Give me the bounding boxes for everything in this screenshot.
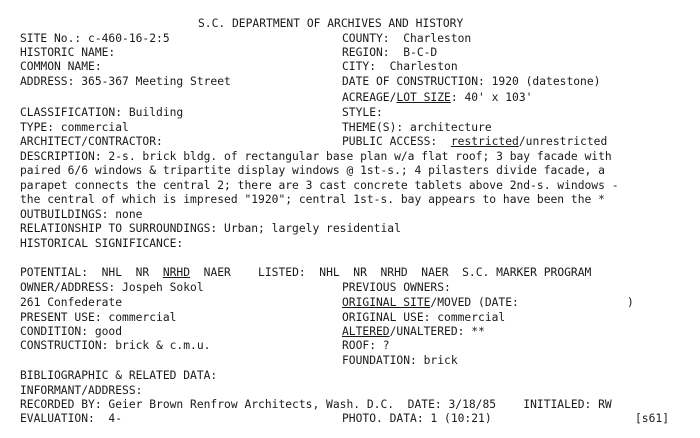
common-name: COMMON NAME: — [20, 60, 102, 73]
relationship-to-surroundings: RELATIONSHIP TO SURROUNDINGS: Urban; largely residential — [20, 222, 401, 235]
acreage-label: ACREAGE/ — [342, 91, 397, 104]
original-use: ORIGINAL USE: commercial — [342, 311, 506, 324]
present-use: PRESENT USE: commercial — [20, 311, 177, 324]
address: ADDRESS: 365-367 Meeting Street — [20, 75, 231, 88]
foundation: FOUNDATION: brick — [342, 354, 458, 367]
moved-date-close: ) — [627, 296, 634, 309]
altered-label: ALTERED — [342, 325, 390, 338]
unaltered-label: /UNALTERED: ** — [389, 325, 485, 338]
potential-label: POTENTIAL: NHL NR — [20, 266, 163, 279]
description-line: paired 6/6 windows & tripartite display windows @ 1st-s.; 4 pilasters divide facade, a — [20, 164, 605, 177]
classification: CLASSIFICATION: Building — [20, 106, 184, 119]
photo-data: PHOTO. DATA: 1 (10:21) — [342, 412, 492, 425]
roof: ROOF: ? — [342, 339, 390, 352]
potential-listed-row — [20, 266, 591, 280]
acreage-lot-size — [342, 91, 532, 105]
moved-date-label: /MOVED (DATE: — [430, 296, 519, 309]
public-access — [342, 135, 607, 149]
lot-size-value: : 40' x 103' — [450, 91, 533, 104]
type: TYPE: commercial — [20, 121, 129, 134]
style: STYLE: — [342, 106, 383, 119]
bibliographic-data: BIBLIOGRAPHIC & RELATED DATA: — [20, 369, 218, 382]
region: REGION: B-C-D — [342, 46, 438, 59]
informant-address: INFORMANT/ADDRESS: — [20, 384, 143, 397]
owner-address: OWNER/ADDRESS: Jospeh Sokol — [20, 281, 204, 294]
condition: CONDITION: good — [20, 325, 123, 338]
architect-contractor: ARCHITECT/CONTRACTOR: — [20, 135, 163, 148]
date-of-construction: DATE OF CONSTRUCTION: 1920 (datestone) — [342, 75, 601, 88]
potential-nrhd: NRHD — [162, 266, 191, 279]
description-line: DESCRIPTION: 2-s. brick bldg. of rectangular base plan w/a flat roof; 3 bay facade with — [20, 150, 612, 163]
city: CITY: Charleston — [342, 60, 458, 73]
description-line: the central of which is impresed "1920"; central 1st-s. bay appears to have been the * — [20, 193, 605, 206]
recorded-by: RECORDED BY: Geier Brown Renfrow Architects, Wash. D.C. DATE: 3/18/85 INITIALED: RW — [20, 398, 612, 411]
original-site-label: ORIGINAL SITE — [342, 296, 431, 309]
historical-significance: HISTORICAL SIGNIFICANCE: — [20, 237, 184, 250]
listed-options: NAER LISTED: NHL NR NRHD NAER S.C. MARKER PROGRAM — [190, 266, 592, 279]
construction: CONSTRUCTION: brick & c.m.u. — [20, 339, 211, 352]
site-number: SITE No.: c-460-16-2:5 — [20, 32, 170, 45]
previous-owners: PREVIOUS OWNERS: — [342, 281, 451, 294]
original-site-moved — [342, 296, 519, 310]
description-line: parapet connects the central 2; there are 3 cast concrete tablets above 2nd-s. windows - — [20, 179, 619, 192]
form-title: S.C. DEPARTMENT OF ARCHIVES AND HISTORY — [198, 17, 464, 30]
evaluation: EVALUATION: 4- — [20, 412, 123, 425]
public-access-label: PUBLIC ACCESS: — [342, 135, 451, 148]
public-access-unrestricted: /unrestricted — [518, 135, 608, 148]
themes: THEME(S): architecture — [342, 121, 492, 134]
county: COUNTY: Charleston — [342, 32, 472, 45]
owner-address-line2: 261 Confederate — [20, 296, 123, 309]
outbuildings: OUTBUILDINGS: none — [20, 208, 143, 221]
lot-size-label: LOT SIZE — [396, 91, 451, 104]
historic-name: HISTORIC NAME: — [20, 46, 116, 59]
public-access-restricted: restricted — [450, 135, 519, 148]
form-code: [s61] — [635, 412, 670, 425]
altered-unaltered — [342, 325, 485, 339]
